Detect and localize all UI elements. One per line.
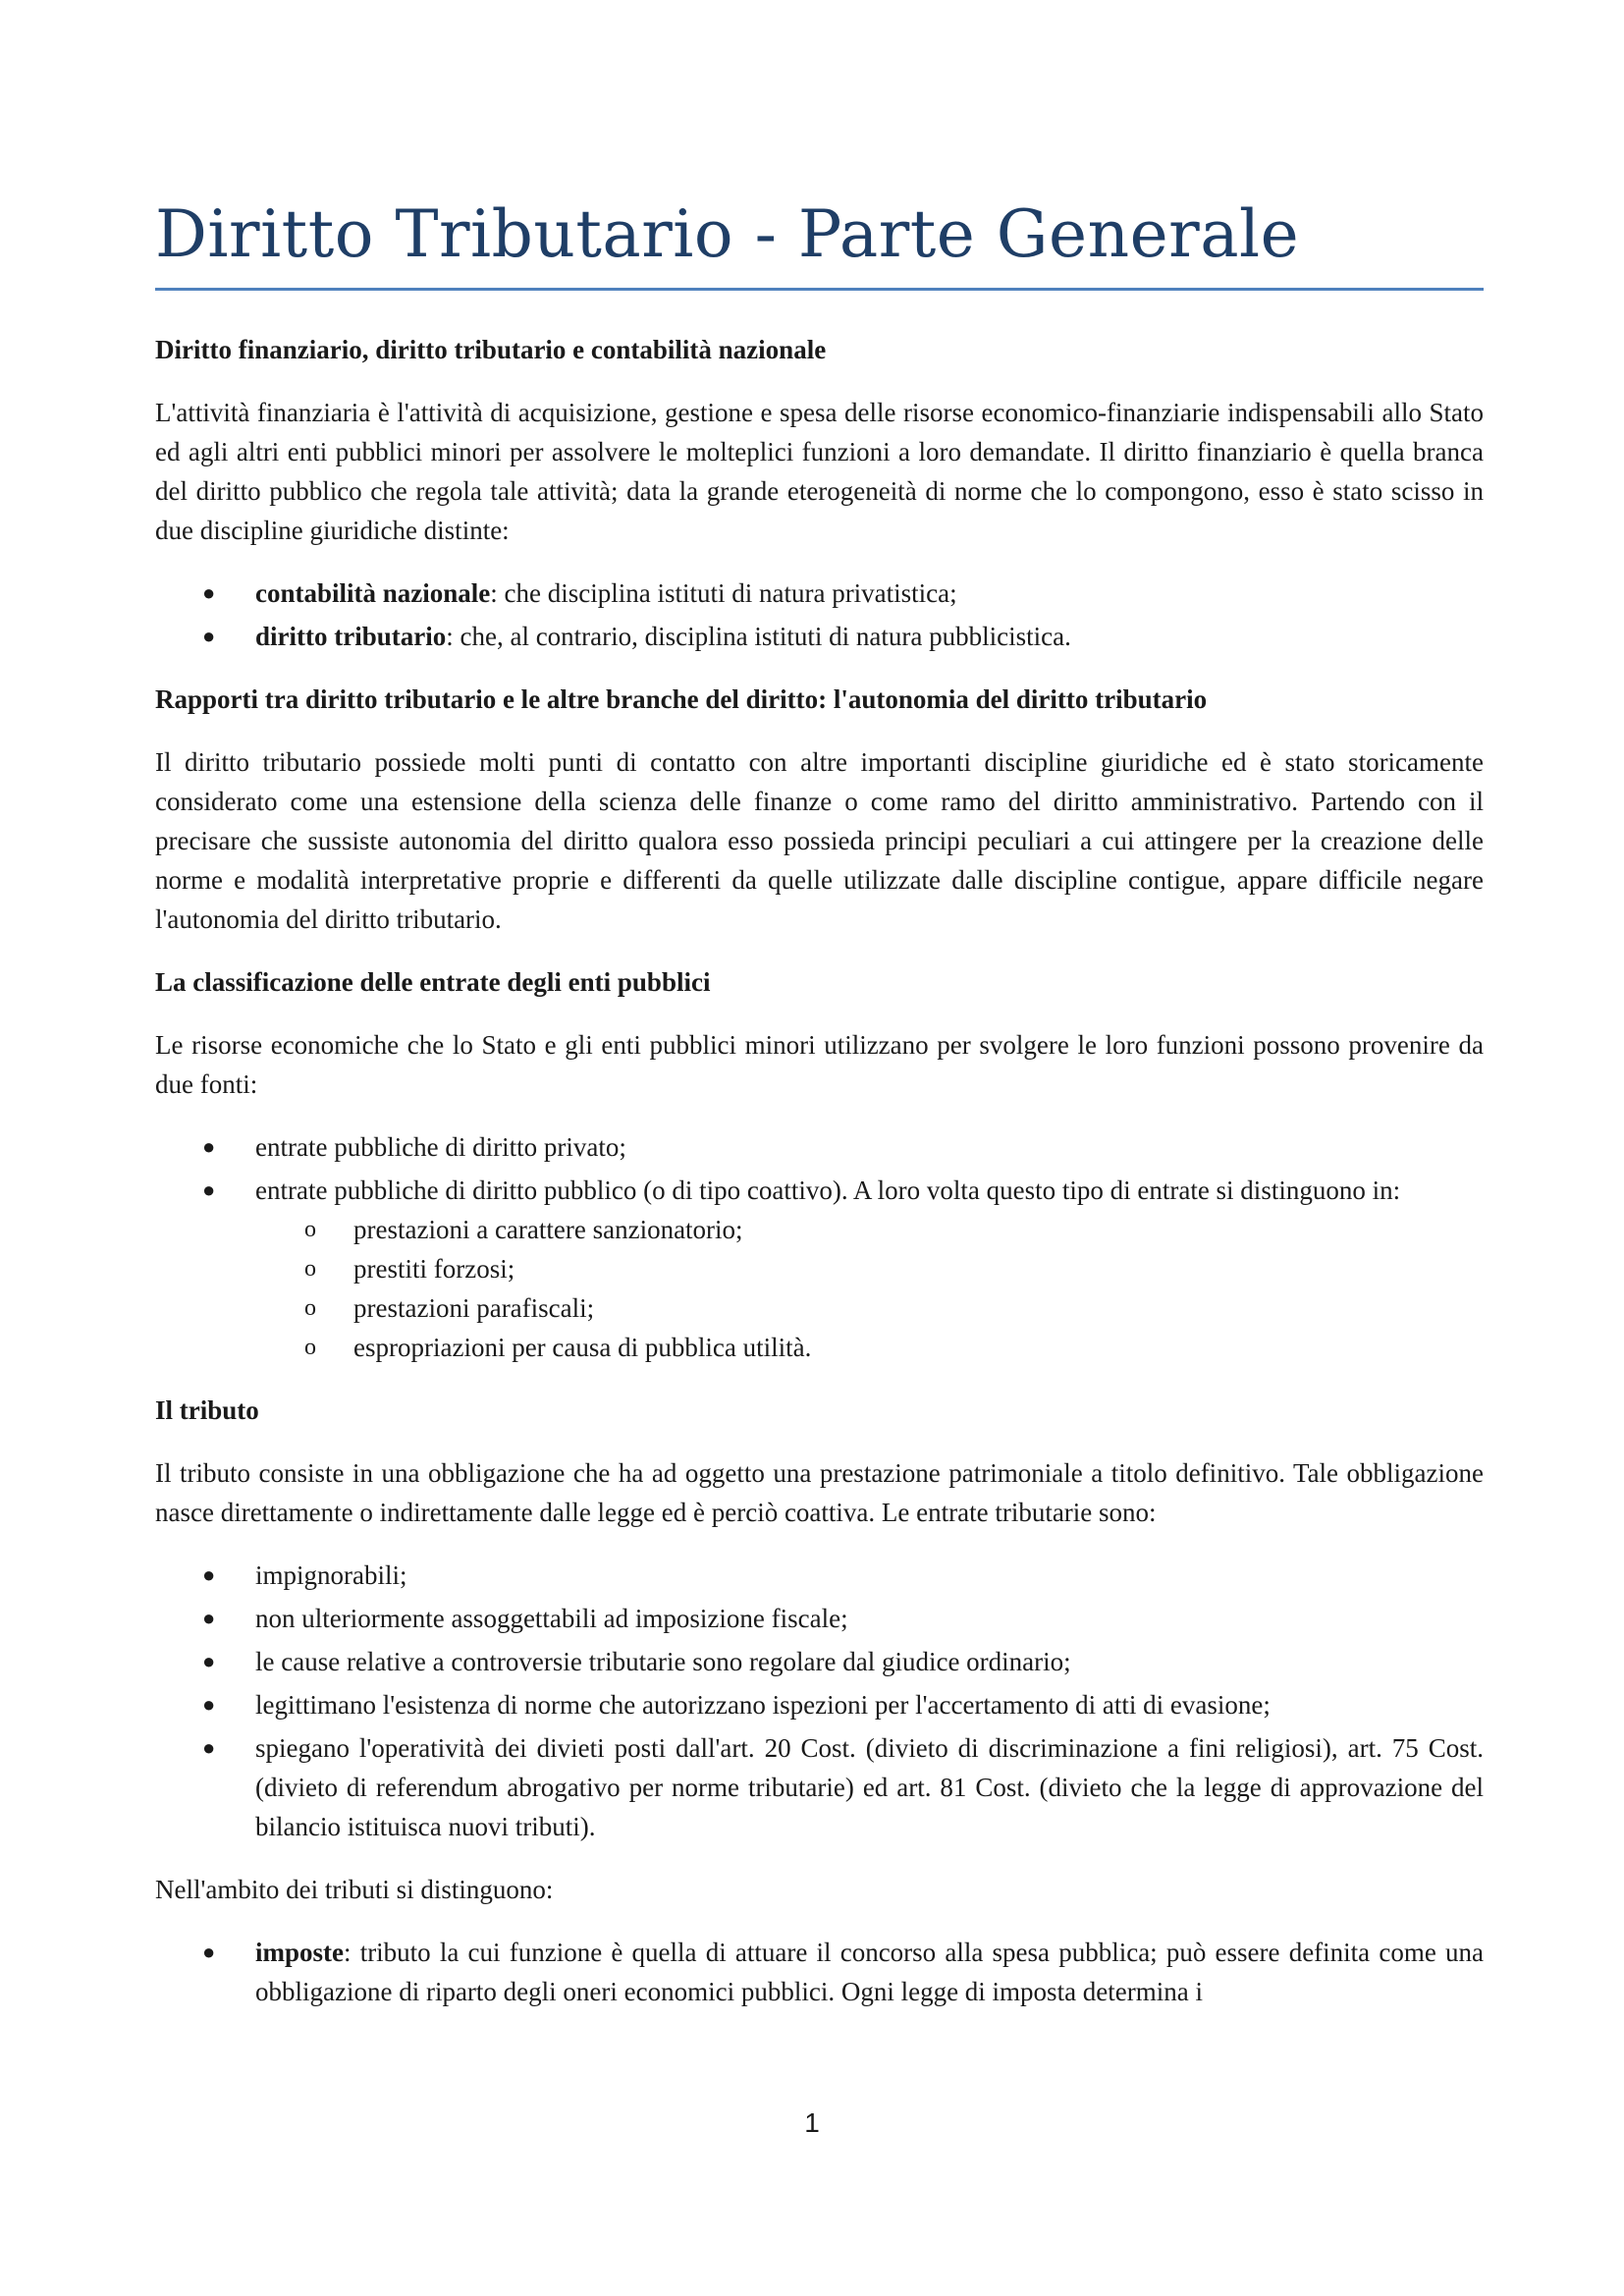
bullet-list <box>155 1556 1484 1846</box>
list-item: ● non ulteriormente assoggettabili ad imposizione fiscale; <box>155 1599 1484 1638</box>
bullet-list <box>155 1933 1484 2011</box>
paragraph: Il diritto tributario possiede molti punti di contatto con altre importanti discipline giuridiche ed è stato storicamente considerato come una estensione della scienza delle finanze o come ramo del diritto amministrativo. Partendo con il precisare che sussiste autonomia del diritto qualora esso possieda principi peculiari a cui attingere per la creazione delle norme e modalità interpretative proprie e differenti da quelle utilizzate dalle discipline contigue, appare difficile negare l'autonomia del diritto tributario. <box>155 747 1484 934</box>
bullet-icon: ● <box>202 1606 216 1630</box>
circle-bullet-icon: o <box>304 1335 316 1360</box>
paragraph: Nell'ambito dei tributi si distinguono: <box>155 1875 554 1904</box>
list-item: ● entrate pubbliche di diritto privato; <box>155 1127 1484 1167</box>
list-item: ● le cause relative a controversie tributarie sono regolare dal giudice ordinario; <box>155 1642 1484 1681</box>
list-item: ● imposte: tributo la cui funzione è quella di attuare il concorso alla spesa pubblica; può essere definita come una obbligazione di riparto degli oneri economici pubblici. Ogni legge di imposta determina i <box>155 1933 1484 2011</box>
bullet-icon: ● <box>202 1134 216 1159</box>
page-number: 1 <box>804 2107 820 2138</box>
bullet-icon: ● <box>202 1735 216 1760</box>
bullet-list <box>155 574 1484 656</box>
bullet-icon: ● <box>202 1177 216 1202</box>
list-item: ● spiegano l'operatività dei divieti posti dall'art. 20 Cost. (divieto di discriminazione a fini religiosi), art. 75 Cost. (divieto di referendum abrogativo per norme tributarie) ed art. 81 Cost. (divieto che la legge di approvazione del bilancio istituisca nuovi tributi). <box>155 1728 1484 1846</box>
section-heading: Diritto finanziario, diritto tributario e contabilità nazionale <box>155 335 827 364</box>
paragraph: Le risorse economiche che lo Stato e gli enti pubblici minori utilizzano per svolgere le loro funzioni possono provenire da due fonti: <box>155 1030 1484 1099</box>
title-underline <box>155 288 1484 291</box>
sub-list-item: o prestazioni a carattere sanzionatorio; <box>255 1210 1484 1249</box>
section-heading: Il tributo <box>155 1395 259 1425</box>
list-item: ● contabilità nazionale: che disciplina istituti di natura privatistica; <box>155 574 1484 613</box>
bullet-icon: ● <box>202 580 216 605</box>
bullet-icon: ● <box>202 624 216 648</box>
bullet-icon: ● <box>202 1940 216 1964</box>
list-item: ● diritto tributario: che, al contrario, disciplina istituti di natura pubblicistica. <box>155 617 1484 656</box>
sub-list-item: o prestazioni parafiscali; <box>255 1288 1484 1328</box>
circle-bullet-icon: o <box>304 1217 316 1242</box>
bullet-icon: ● <box>202 1649 216 1673</box>
bullet-list <box>155 1127 1484 1367</box>
sub-list <box>255 1210 1484 1367</box>
sub-list-item: o prestiti forzosi; <box>255 1249 1484 1288</box>
paragraph: Il tributo consiste in una obbligazione che ha ad oggetto una prestazione patrimoniale a titolo definitivo. Tale obbligazione nasce direttamente o indirettamente dalle legge ed è perciò coattiva. Le entrate tributarie sono: <box>155 1458 1484 1527</box>
circle-bullet-icon: o <box>304 1256 316 1282</box>
sub-list-item: o espropriazioni per causa di pubblica utilità. <box>255 1328 1484 1367</box>
section-heading: Rapporti tra diritto tributario e le altre branche del diritto: l'autonomia del diritto tributario <box>155 684 1208 714</box>
circle-bullet-icon: o <box>304 1295 316 1321</box>
section-heading: La classificazione delle entrate degli enti pubblici <box>155 967 711 997</box>
list-item: ● impignorabili; <box>155 1556 1484 1595</box>
bullet-icon: ● <box>202 1562 216 1587</box>
paragraph: L'attività finanziaria è l'attività di acquisizione, gestione e spesa delle risorse economico-finanziarie indispensabili allo Stato ed agli altri enti pubblici minori per assolvere le molteplici funzioni a loro demandate. Il diritto finanziario è quella branca del diritto pubblico che regola tale attività; data la grande eterogeneità di norme che lo compongono, esso è stato scisso in due discipline giuridiche distinte: <box>155 398 1484 545</box>
list-item: ● entrate pubbliche di diritto pubblico (o di tipo coattivo). A loro volta questo tipo di entrate si distinguono in: o prestazioni a carattere sanzionatorio; o prestiti forzosi; o prestazioni parafiscali; o espropriazioni per causa di pubblica utilità. <box>155 1171 1484 1367</box>
list-item: ● legittimano l'esistenza di norme che autorizzano ispezioni per l'accertamento di atti di evasione; <box>155 1685 1484 1724</box>
document-body <box>155 330 1484 2035</box>
bullet-icon: ● <box>202 1692 216 1717</box>
document-title: Diritto Tributario - Parte Generale <box>155 196 1300 272</box>
